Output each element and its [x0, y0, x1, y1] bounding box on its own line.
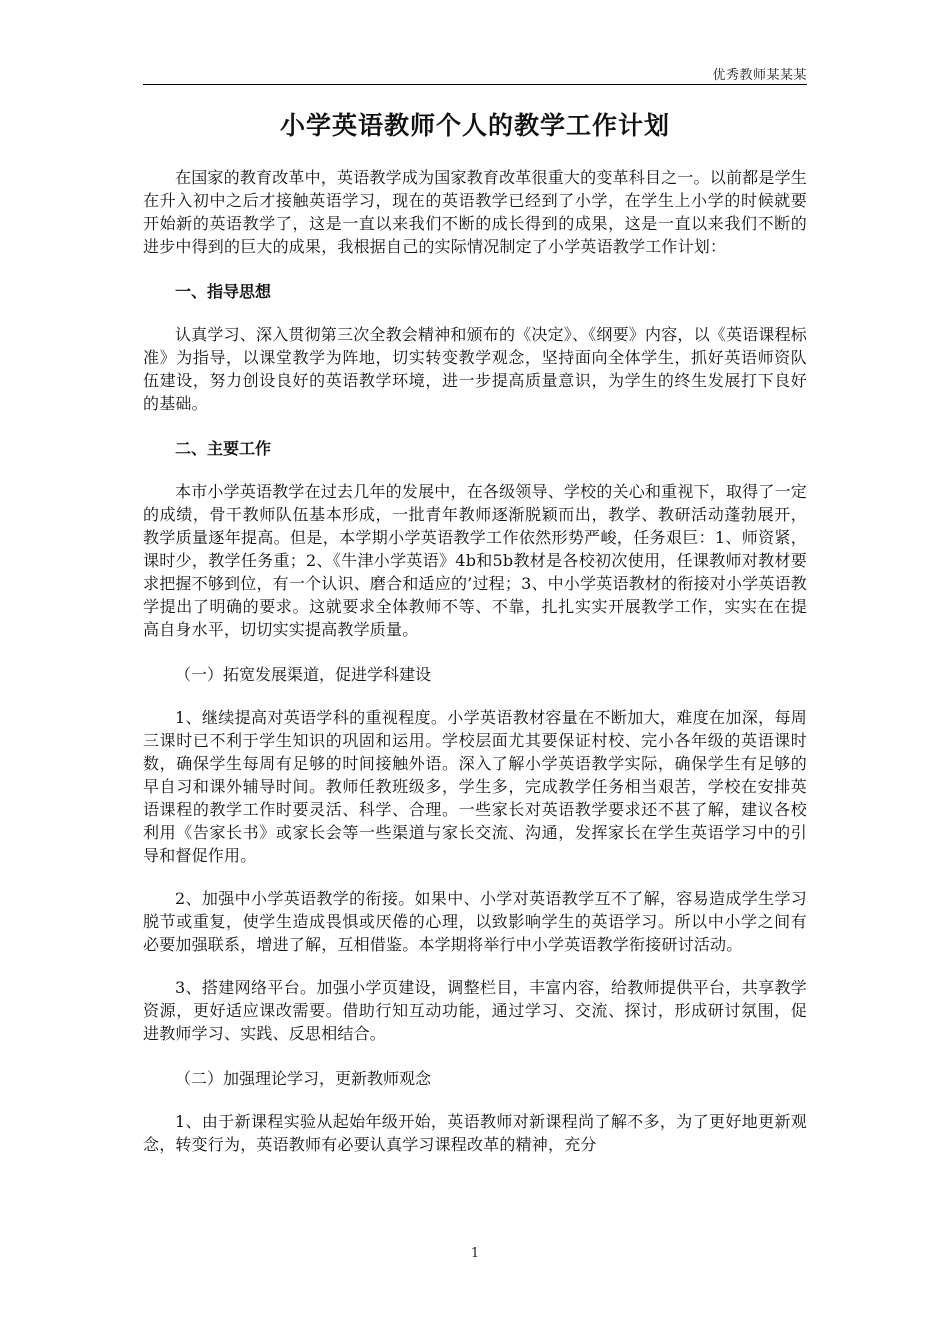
- page-number: 1: [470, 1246, 480, 1261]
- section-heading-guiding-ideas: 一、指导思想: [175, 282, 272, 301]
- header-author: 优秀教师某某某: [712, 68, 807, 83]
- sub1-item2-paragraph: 2、加强中小学英语教学的衔接。如果中、小学对英语教学互不了解，容易造成学生学习脱节或重复，使学生造成畏惧或厌倦的心理，以致影响学生的英语学习。所以中小学之间有必要加强联系，增进了解，互相借鉴。本学期将举行中小学英语教学衔接研讨活动。: [143, 889, 807, 954]
- subheading-expand-channels: （一）拓宽发展渠道，促进学科建设: [175, 665, 432, 684]
- sub1-item3-paragraph: 3、搭建网络平台。加强小学页建设，调整栏目，丰富内容，给教师提供平台，共享教学资源，更好适应课改需要。借助行知互动功能，通过学习、交流、探讨，形成研讨氛围，促进教师学习、实践、反思相结合。: [143, 978, 807, 1043]
- sub1-item1-paragraph: 1、继续提高对英语学科的重视程度。小学英语教材容量在不断加大，难度在加深，每周三课时已不利于学生知识的巩固和运用。学校层面尤其要保证村校、完小各年级的英语课时数，确保学生每周有足够的时间接触外语。深入了解小学英语教学实际，确保学生有足够的早自习和课外辅导时间。教师任教班级多，学生多，完成教学任务相当艰苦，学校在安排英语课程的教学工作时要灵活、科学、合理。一些家长对英语教学要求还不甚了解，建议各校利用《告家长书》或家长会等一些渠道与家长交流、沟通，发挥家长在学生英语学习中的引导和督促作用。: [143, 708, 807, 865]
- section-heading-main-work: 二、主要工作: [175, 439, 272, 458]
- document-body: [143, 108, 807, 1156]
- subheading-theory-study: （二）加强理论学习，更新教师观念: [175, 1069, 432, 1088]
- intro-paragraph: 在国家的教育改革中，英语教学成为国家教育改革很重大的变革科目之一。以前都是学生在升入初中之后才接触英语学习，现在的英语教学已经到了小学，在学生上小学的时候就要开始新的英语教学了，这是一直以来我们不断的成长得到的成果，这是一直以来我们不断的进步中得到的巨大的成果，我根据自己的实际情况制定了小学英语教学工作计划：: [143, 168, 807, 256]
- sub2-item1-paragraph: 1、由于新课程实验从起始年级开始，英语教师对新课程尚了解不多，为了更好地更新观念，转变行为，英语教师有必要认真学习课程改革的精神，充分: [143, 1112, 807, 1154]
- document-title: 小学英语教师个人的教学工作计划: [279, 111, 670, 140]
- section2-paragraph: 本市小学英语教学在过去几年的发展中，在各级领导、学校的关心和重视下，取得了一定的成绩，骨干教师队伍基本形成，一批青年教师逐渐脱颖而出，教学、教研活动蓬勃展开，教学质量逐年提高。但是，本学期小学英语教学工作依然形势严峻，任务艰巨：1、师资紧，课时少，教学任务重；2、《牛津小学英语》4b和5b教材是各校初次使用，任课教师对教材要求把握不够到位，有一个认识、磨合和适应的’过程；3、中小学英语教材的衔接对小学英语教学提出了明确的要求。这就要求全体教师不等、不靠，扎扎实实开展教学工作，实实在在提高自身水平，切切实实提高教学质量。: [143, 482, 807, 639]
- section1-paragraph: 认真学习、深入贯彻第三次全教会精神和颁布的《决定》、《纲要》内容，以《英语课程标准》为指导，以课堂教学为阵地，切实转变教学观念，坚持面向全体学生，抓好英语师资队伍建设，努力创设良好的英语教学环境，进一步提高质量意识，为学生的终生发展打下良好的基础。: [143, 325, 808, 413]
- header-rule: [143, 84, 807, 85]
